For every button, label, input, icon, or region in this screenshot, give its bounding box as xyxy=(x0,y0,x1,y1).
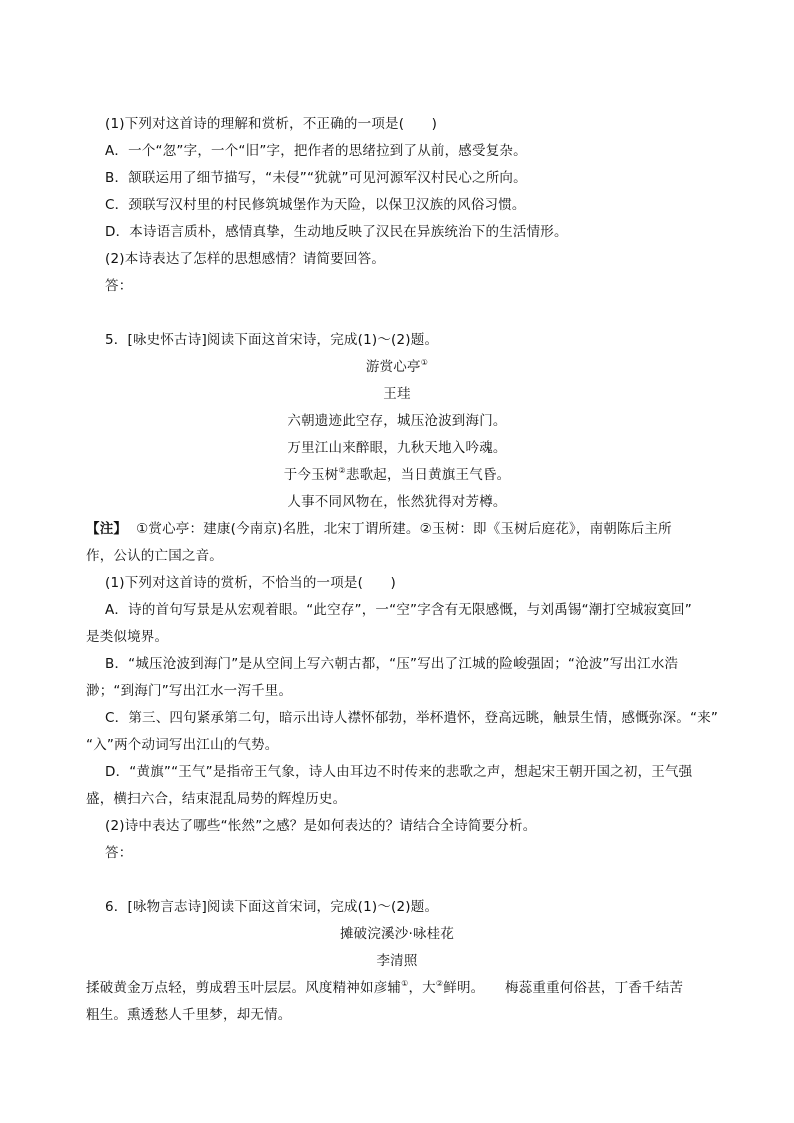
q5-option-c-line-2: “入”两个动词写出江山的气势。 xyxy=(86,737,279,753)
q5-poem-line-3-footnote-marker: ② xyxy=(338,466,346,475)
q5-poem-title-text: 游赏心亭 xyxy=(365,359,421,375)
q5-answer-label: 答： xyxy=(105,845,133,861)
q6-footnote-marker-2: ② xyxy=(435,979,444,988)
q6-footnote-marker-1: ① xyxy=(401,979,409,988)
q5-option-b-line-2: 渺；“到海门”写出江水一泻千里。 xyxy=(86,683,293,699)
q4-option-d: D．本诗语言质朴，感情真挚，生动地反映了汉民在异族统治下的生活情形。 xyxy=(105,224,568,240)
q5-option-d-line-2: 盛，横扫六合，结束混乱局势的辉煌历史。 xyxy=(86,791,347,807)
q6-text-line-1-part-c: 鲜明。 梅蕊重重何俗甚，丁香千结苦 xyxy=(443,980,684,996)
q4-sub2-stem: (2)本诗表达了怎样的思想感情？请简要回答。 xyxy=(105,251,386,267)
q5-note-line-1 xyxy=(86,519,672,539)
q5-sub1-stem: (1)下列对这首诗的赏析，不恰当的一项是( ) xyxy=(105,575,396,591)
q4-sub1-stem: (1)下列对这首诗的理解和赏析，不正确的一项是( ) xyxy=(105,116,438,132)
q6-text-line-2: 粗生。熏透愁人千里梦，却无情。 xyxy=(86,1007,292,1023)
q6-text-line-1 xyxy=(86,978,683,998)
q5-poem-line-3 xyxy=(0,465,794,485)
q5-poem-line-2: 万里江山来醉眼，九秋天地入吟魂。 xyxy=(287,440,507,456)
q6-text-line-1-part-b: ，大 xyxy=(408,980,436,996)
q5-option-a-line-2: 是类似境界。 xyxy=(86,629,169,645)
q6-poem-title: 摊破浣溪沙·咏桂花 xyxy=(339,926,455,942)
q5-option-d-line-1: D．“黄旗”“王气”是指帝王气象，诗人由耳边不时传来的悲歌之声，想起宋王朝开国之初，王气强 xyxy=(105,764,693,780)
q5-note-text-1: ①赏心亭：建康(今南京)名胜，北宋丁谓所建。②玉树：即《玉树后庭花》，南朝陈后主所 xyxy=(136,521,672,537)
q4-option-b: B．颔联运用了细节描写，“未侵”“犹就”可见河源军汉村民心之所向。 xyxy=(105,170,527,186)
q5-option-c-line-1: C．第三、四句紧承第二句，暗示出诗人襟怀郁勃，举杯遣怀，登高远眺，触景生情，感慨弥深。“来” xyxy=(105,710,719,726)
q5-poem-title xyxy=(0,357,794,377)
q4-answer-label: 答： xyxy=(105,278,133,294)
q5-poem-author: 王珪 xyxy=(383,386,411,402)
q5-poem-title-footnote-marker: ① xyxy=(420,358,429,367)
q5-poem-line-4: 人事不同风物在，怅然犹得对芳樽。 xyxy=(287,494,507,510)
q6-poem-author: 李清照 xyxy=(376,953,418,969)
q6-heading: 6．[咏物言志诗]阅读下面这首宋词，完成(1)～(2)题。 xyxy=(105,899,439,915)
q5-sub2-stem: (2)诗中表达了哪些“怅然”之感？是如何表达的？请结合全诗简要分析。 xyxy=(105,818,537,834)
q6-text-line-1-part-a: 揉破黄金万点轻，剪成碧玉叶层层。风度精神如彦辅 xyxy=(86,980,402,996)
q5-note-label: 【注】 xyxy=(86,521,128,537)
q5-note-line-2: 作，公认的亡国之音。 xyxy=(86,548,223,564)
q5-heading: 5．[咏史怀古诗]阅读下面这首宋诗，完成(1)～(2)题。 xyxy=(105,332,439,348)
q4-option-c: C．颈联写汉村里的村民修筑城堡作为天险，以保卫汉族的风俗习惯。 xyxy=(105,197,526,213)
q5-poem-line-3-part-b: 悲歌起，当日黄旗王气昏。 xyxy=(345,467,511,483)
q5-poem-line-3-part-a: 于今玉树 xyxy=(283,467,339,483)
q5-option-b-line-1: B．“城压沧波到海门”是从空间上写六朝古都，“压”写出了江城的险峻强固；“沧波”写出江水浩 xyxy=(105,656,679,672)
q4-option-a: A．一个“忽”字，一个“旧”字，把作者的思绪拉到了从前，感受复杂。 xyxy=(105,143,527,159)
q5-poem-line-1: 六朝遗迹此空存，城压沧波到海门。 xyxy=(287,413,507,429)
q5-option-a-line-1: A．诗的首句写景是从宏观着眼。“此空存”，一“空”字含有无限感慨，与刘禹锡“潮打空城寂寞回” xyxy=(105,602,692,618)
